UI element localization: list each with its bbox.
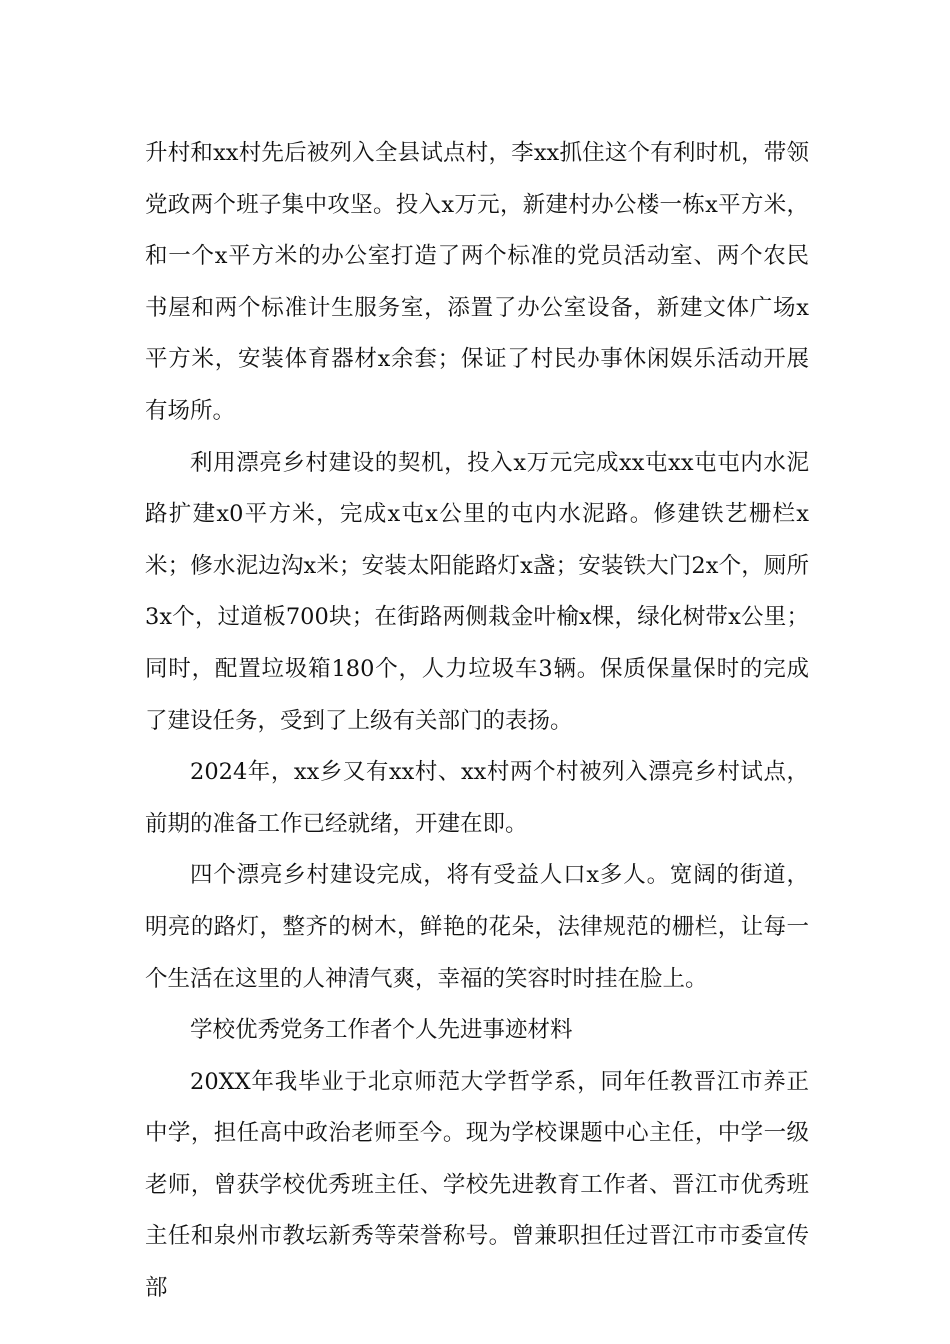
paragraph-2: 利用漂亮乡村建设的契机，投入x万元完成xx屯xx屯屯内水泥路扩建x0平方米，完成x屯x公里的屯内水泥路。修建铁艺栅栏x米；修水泥边沟x米；安装太阳能路灯x盏；安装铁大门2x个，厕所3x个，过道板700块；在街路两侧栽金叶榆x棵，绿化树带x公里；同时，配置垃圾箱180个，人力垃圾车3辆。保质保量保时的完成了建设任务，受到了上级有关部门的表扬。 <box>145 449 809 734</box>
document-body <box>145 128 809 1315</box>
paragraph-4: 四个漂亮乡村建设完成，将有受益人口x多人。宽阔的街道，明亮的路灯，整齐的树木，鲜艳的花朵，法律规范的栅栏，让每一个生活在这里的人神清气爽，幸福的笑容时时挂在脸上。 <box>145 862 809 992</box>
paragraph-5: 20XX年我毕业于北京师范大学哲学系，同年任教晋江市养正中学，担任高中政治老师至今。现为学校课题中心主任，中学一级老师，曾获学校优秀班主任、学校先进教育工作者、晋江市优秀班主任和泉州市教坛新秀等荣誉称号。曾兼职担任过晋江市市委宣传部 <box>145 1068 809 1302</box>
section-heading: 学校优秀党务工作者个人先进事迹材料 <box>190 1017 573 1044</box>
paragraph-3: 2024年，xx乡又有xx村、xx村两个村被列入漂亮乡村试点，前期的准备工作已经就绪，开建在即。 <box>145 759 809 837</box>
paragraph-1: 升村和xx村先后被列入全县试点村，李xx抓住这个有利时机，带领党政两个班子集中攻坚。投入x万元，新建村办公楼一栋x平方米，和一个x平方米的办公室打造了两个标准的党员活动室、两个农民书屋和两个标准计生服务室，添置了办公室设备，新建文体广场x平方米，安装体育器材x余套；保证了村民办事休闲娱乐活动开展有场所。 <box>145 140 809 424</box>
